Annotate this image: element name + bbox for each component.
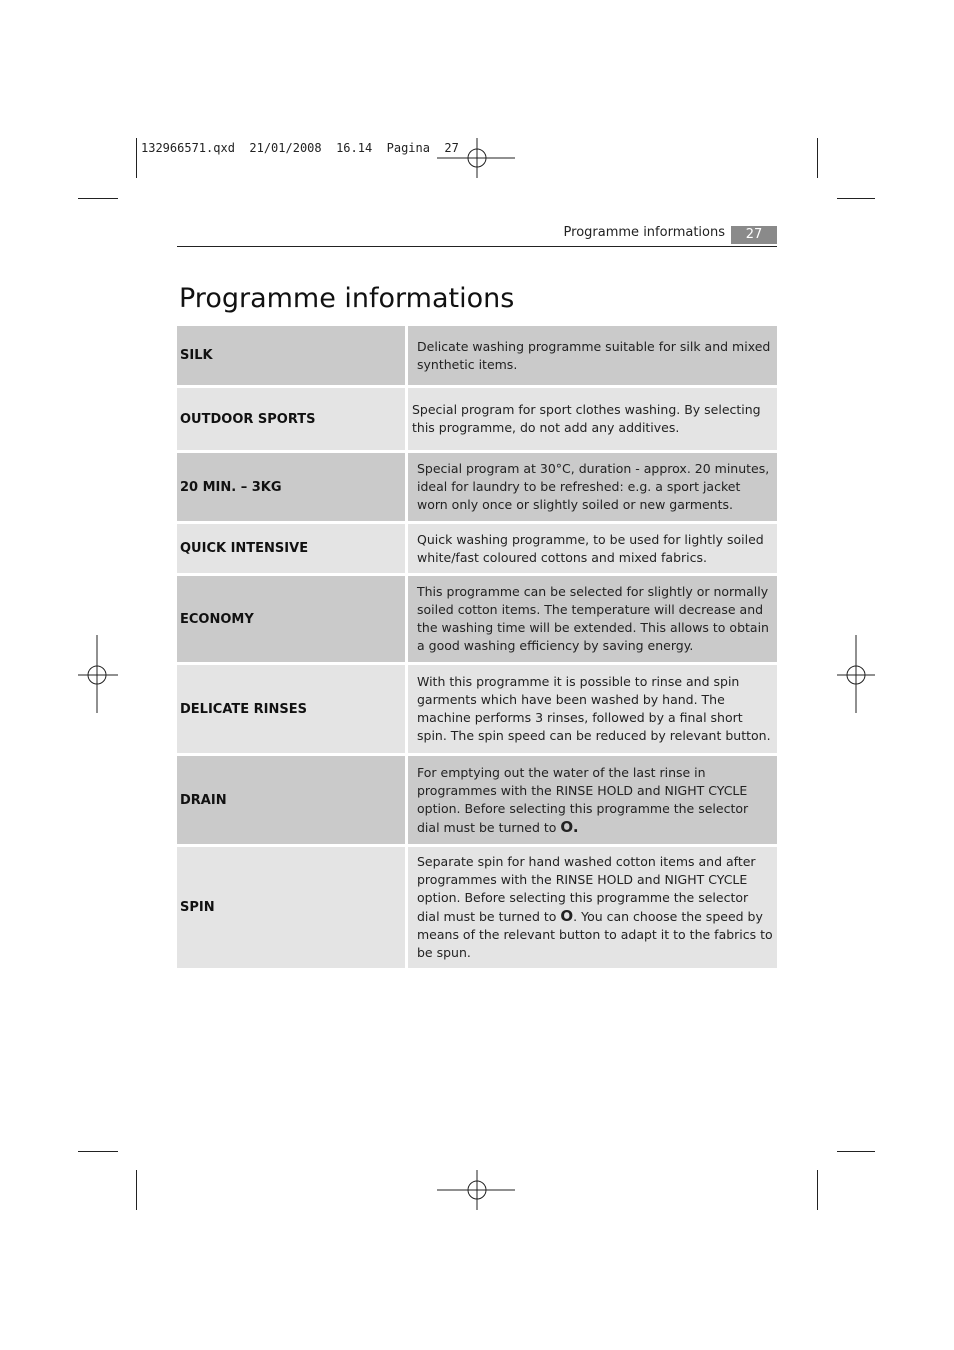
page-title: Programme informations <box>179 283 515 314</box>
programme-table <box>177 326 777 971</box>
table-row-outdoor-sports <box>177 388 777 453</box>
crop-mark-bottom-left-horizontal <box>78 1151 118 1152</box>
programme-name: ECONOMY <box>177 576 408 665</box>
registration-mark-left-icon <box>78 635 118 715</box>
print-slug: 132966571.qxd 21/01/2008 16.14 Pagina 27 <box>141 141 459 155</box>
programme-description: This programme can be selected for slightly or normally soiled cotton items. The temperature will decrease and the washing time will be extended. This allows to obtain a good washing efficiency by saving energy. <box>408 576 777 665</box>
registration-mark-bottom-icon <box>437 1170 517 1210</box>
description-text-end: . You can choose the speed by means of the relevant button to adapt it to the fabrics to be spun. <box>417 909 773 960</box>
dial-off-symbol: O <box>560 817 573 836</box>
table-row-20-min-3kg <box>177 453 777 524</box>
programme-name: SILK <box>177 326 408 388</box>
crop-mark-bottom-right-horizontal <box>837 1151 875 1152</box>
table-row-spin <box>177 847 777 971</box>
programme-description: Special program at 30°C, duration - approx. 20 minutes, ideal for laundry to be refreshed: e.g. a sport jacket worn only once or slightly soiled or new garments. <box>408 453 777 524</box>
description-text: Separate spin for hand washed cotton items and after programmes with the RINSE HOLD and NIGHT CYCLE option. Before selecting this programme the selector dial must be turned to <box>417 854 756 924</box>
registration-mark-right-icon <box>837 635 877 715</box>
crop-mark-top-left-horizontal <box>78 198 118 199</box>
crop-mark-top-right-vertical <box>817 138 818 178</box>
programme-name: SPIN <box>177 847 408 971</box>
registration-mark-top-icon <box>437 138 517 178</box>
programme-name: QUICK INTENSIVE <box>177 524 408 576</box>
dial-off-symbol: O <box>560 907 574 925</box>
crop-mark-bottom-right-vertical <box>817 1170 818 1210</box>
crop-mark-top-right-horizontal <box>837 198 875 199</box>
programme-description <box>408 756 777 847</box>
programme-name: DELICATE RINSES <box>177 665 408 756</box>
running-header-title: Programme informations <box>563 225 725 240</box>
crop-mark-bottom-left-vertical <box>136 1170 137 1210</box>
programme-name: OUTDOOR SPORTS <box>177 388 408 453</box>
crop-mark-top-left-vertical <box>136 138 137 178</box>
description-text-end: . <box>572 817 579 836</box>
programme-description: Quick washing programme, to be used for lightly soiled white/fast coloured cottons and mixed fabrics. <box>408 524 777 576</box>
table-row-quick-intensive <box>177 524 777 576</box>
table-row-delicate-rinses <box>177 665 777 756</box>
table-row-economy <box>177 576 777 665</box>
description-text: For emptying out the water of the last rinse in programmes with the RINSE HOLD and NIGHT CYCLE option. Before selecting this programme the selector dial must be turned to <box>417 764 749 835</box>
programme-name: 20 MIN. – 3KG <box>177 453 408 524</box>
programme-name: DRAIN <box>177 756 408 847</box>
header-rule <box>177 246 777 247</box>
programme-description: Delicate washing programme suitable for silk and mixed synthetic items. <box>408 326 777 388</box>
programme-description: Special program for sport clothes washing. By selecting this programme, do not add any additives. <box>408 388 777 453</box>
page-number: 27 <box>731 226 777 244</box>
programme-description: With this programme it is possible to rinse and spin garments which have been washed by hand. The machine performs 3 rinses, followed by a final short spin. The spin speed can be reduced by relevant button. <box>408 665 777 756</box>
table-row-drain <box>177 756 777 847</box>
programme-description <box>408 847 777 971</box>
table-row-silk <box>177 326 777 388</box>
